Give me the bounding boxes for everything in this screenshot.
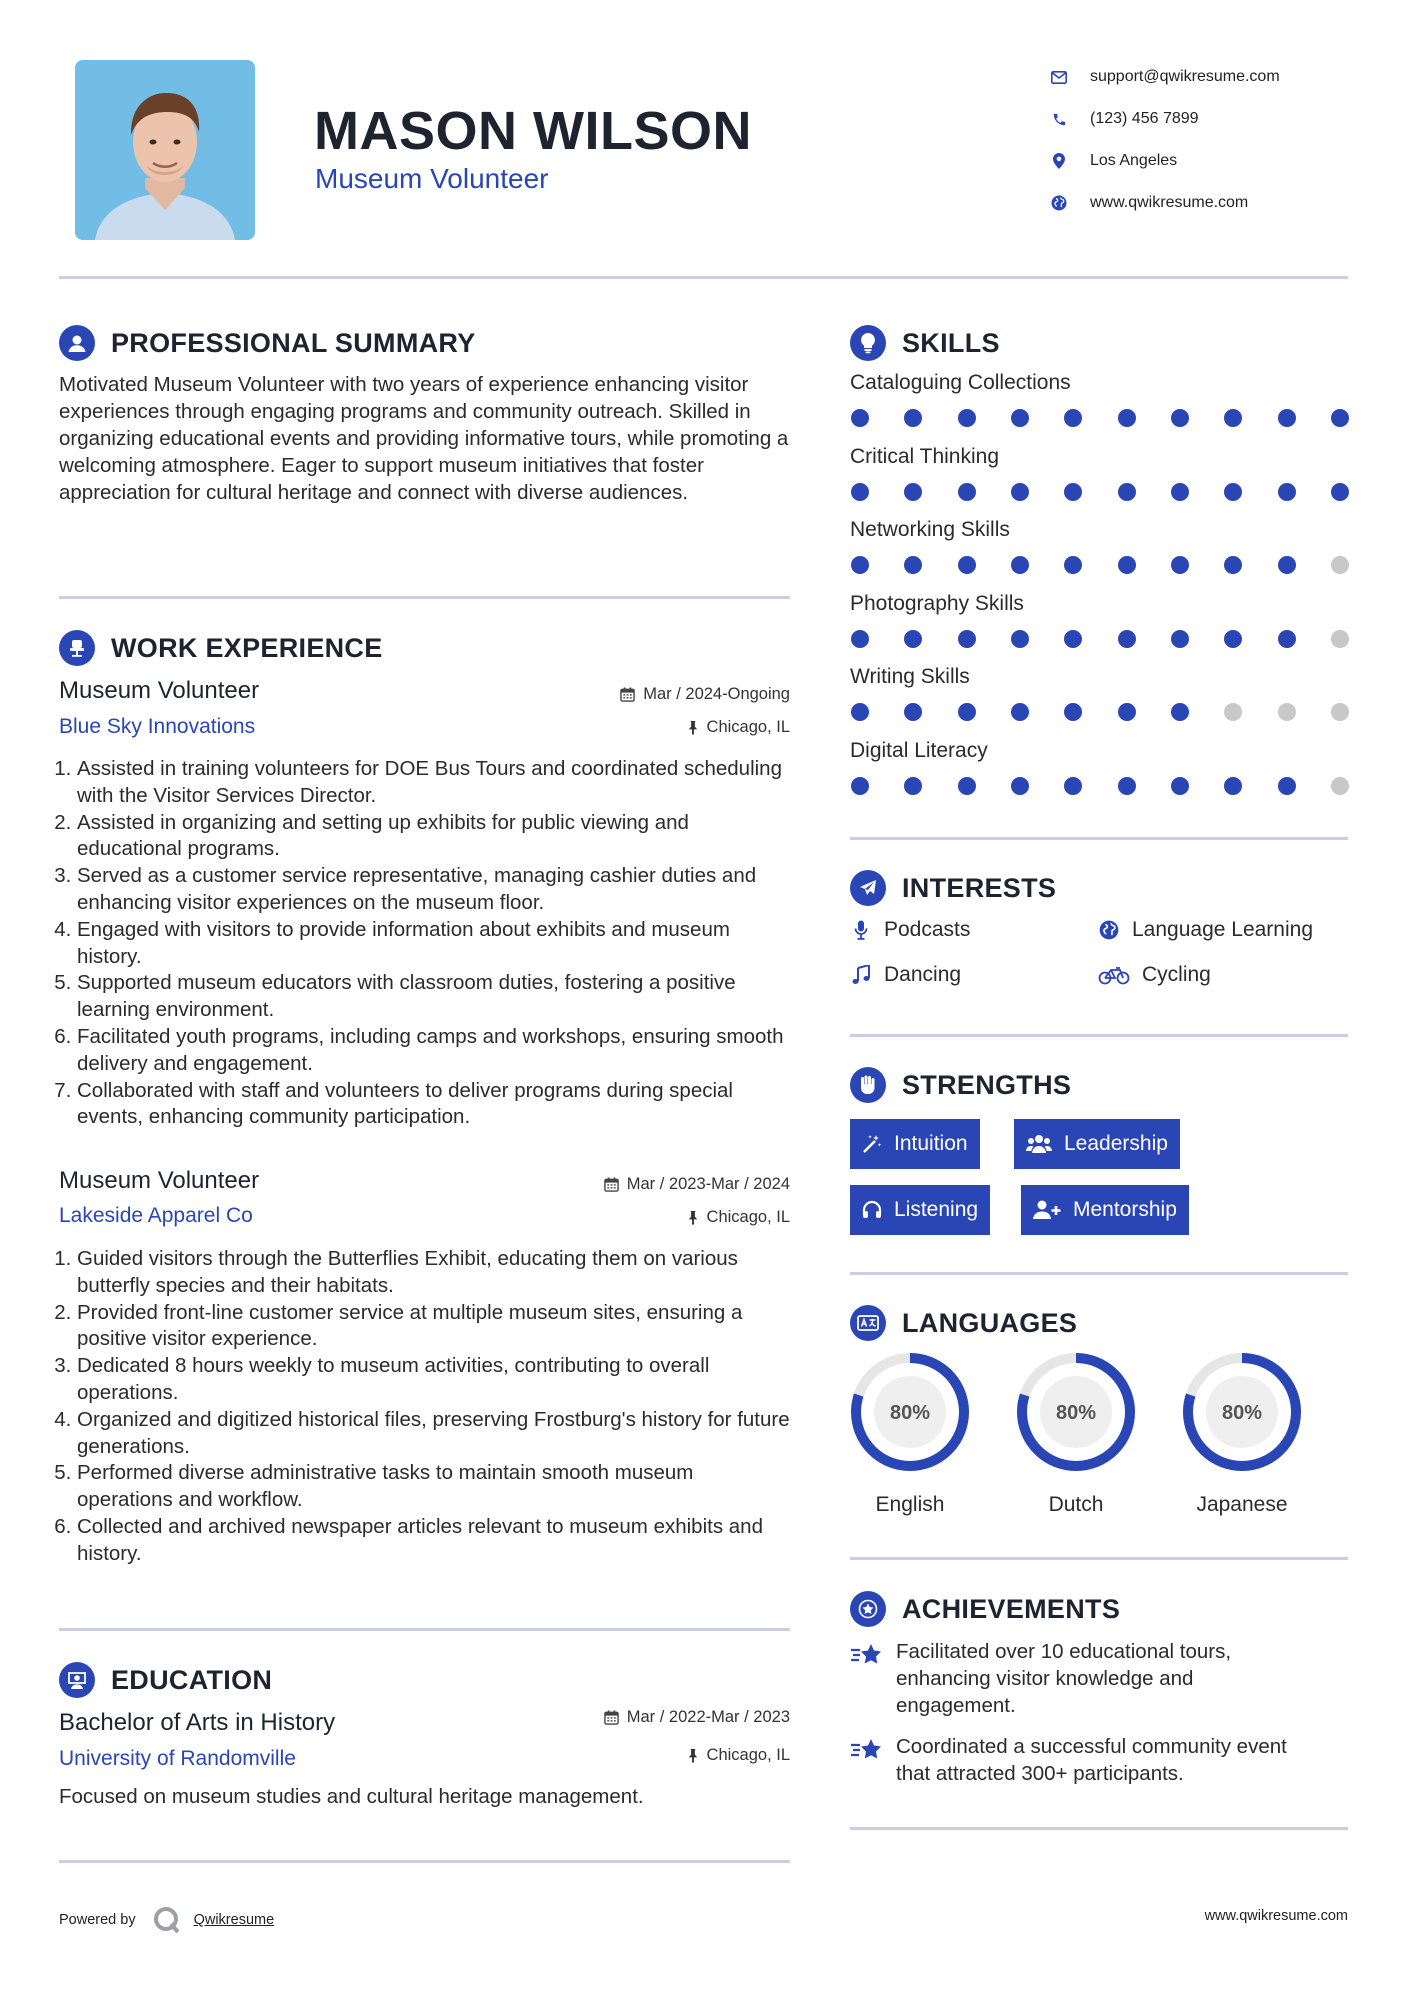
phone-text: (123) 456 7899 [1090,110,1199,127]
skill-rating [851,556,1349,574]
strength-label: Listening [894,1198,979,1221]
skill-dot-filled [1118,556,1136,574]
job-2-date-text: Mar / 2023-Mar / 2024 [626,1175,790,1193]
job-1-title: Museum Volunteer [59,677,260,704]
strength-label: Mentorship [1073,1198,1177,1221]
experience-header [59,630,383,666]
pushpin-icon [687,1748,699,1763]
language-percent: 80% [1055,1402,1097,1424]
skill-dot-filled [851,777,869,795]
header-divider [59,276,1348,279]
skill-dot-filled [1011,409,1029,427]
footer-powered-by [59,1905,274,1935]
achievement-text: Coordinated a successful community event that attracted 300+ participants. [896,1735,1287,1785]
skill-dot-filled [1118,409,1136,427]
job-1-date-text: Mar / 2024-Ongoing [643,685,790,703]
map-pin-icon [1050,152,1068,170]
job-1-date [480,685,790,704]
summary-divider [59,596,790,599]
skill-dot-filled [1171,483,1189,501]
skill-dot-filled [904,777,922,795]
powered-by-text: Powered by [59,1912,136,1928]
language-progress-ring [1014,1350,1138,1474]
skill-dot-filled [1064,703,1082,721]
skill-name: Cataloguing Collections [850,371,1071,394]
calendar-icon [604,1710,619,1725]
skill-dot-empty [1331,630,1349,648]
skill-dot-filled [1224,409,1242,427]
skill-dot-filled [1278,777,1296,795]
strengths-header [850,1067,1071,1103]
skill-rating [851,630,1349,648]
interest-label: Podcasts [884,918,971,941]
user-plus-icon [1033,1200,1061,1220]
skill-dot-empty [1224,703,1242,721]
skill-dot-filled [1064,630,1082,648]
skill-dot-filled [1224,556,1242,574]
interest-dancing [850,963,961,987]
language-item [1014,1350,1138,1517]
language-name: Japanese [1196,1493,1288,1516]
skill-dot-filled [1171,630,1189,648]
languages-header [850,1305,1077,1341]
skill-dot-filled [1118,703,1136,721]
strength-listening [850,1185,990,1235]
summary-header [59,325,476,361]
skill-dot-filled [958,483,976,501]
skill-dot-filled [851,630,869,648]
job-2-date [480,1175,790,1194]
job-2-duty-2: 2. Provided front-line customer service at multiple museum sites, ensuring a positive visitor experience. [77,1300,794,1354]
skill-dot-filled [1011,483,1029,501]
interest-cycling [1098,963,1211,987]
language-card-icon [850,1305,886,1341]
strengths-divider [850,1272,1348,1275]
globe-icon [1050,194,1068,212]
pushpin-icon [687,720,699,735]
skill-dot-filled [1331,409,1349,427]
experience-divider [59,1628,790,1631]
skill-dot-empty [1331,777,1349,795]
skill-dot-filled [1064,556,1082,574]
interest-label: Dancing [884,963,962,986]
job-2-duty-3: 3. Dedicated 8 hours weekly to museum activities, contributing to overall operations. [77,1353,794,1407]
paper-plane-icon [850,870,886,906]
job-1-location [480,718,790,737]
lightbulb-icon [850,325,886,361]
email-text: support@qwikresume.com [1090,68,1280,85]
job-2-duty-5: 5. Performed diverse administrative tasks to maintain smooth museum operations and workflow. [77,1460,794,1514]
skill-dot-empty [1331,703,1349,721]
skill-dot-filled [1011,777,1029,795]
skill-rating [851,409,1349,427]
qwikresume-link[interactable]: Qwikresume [193,1912,275,1928]
interest-label: Cycling [1142,963,1211,986]
envelope-icon [1050,68,1068,86]
skills-header [850,325,1000,361]
education-date [480,1708,790,1727]
interests-header [850,870,1056,906]
skill-dot-filled [1278,556,1296,574]
skill-dot-empty [1278,703,1296,721]
languages-divider [850,1557,1348,1560]
skill-dot-filled [1171,703,1189,721]
summary-title: PROFESSIONAL SUMMARY [111,327,476,358]
strength-mentorship [1021,1185,1189,1235]
skill-name: Writing Skills [850,665,970,688]
strength-leadership [1014,1119,1180,1169]
skill-dot-filled [1278,483,1296,501]
language-progress-ring [848,1350,972,1474]
raised-fist-icon [850,1067,886,1103]
interests-divider [850,1034,1348,1037]
language-name: Dutch [1048,1493,1104,1516]
magic-wand-icon [862,1134,882,1154]
calendar-icon [620,687,635,702]
languages-title: LANGUAGES [902,1307,1078,1338]
skill-dot-filled [904,556,922,574]
job-2-duty-4: 4. Organized and digitized historical files, preserving Frostburg's history for future generations. [77,1407,794,1461]
shooting-star-icon [850,1733,884,1768]
skill-dot-filled [958,777,976,795]
skill-dot-filled [1011,556,1029,574]
education-description: Focused on museum studies and cultural heritage management. [59,1785,644,1808]
briefcase-chair-icon [59,630,95,666]
education-header [59,1662,272,1698]
headphones-icon [862,1200,882,1220]
contact-phone[interactable] [1050,98,1380,140]
skill-dot-filled [851,703,869,721]
achievement-item-2 [850,1733,1348,1787]
skill-rating [851,777,1349,795]
skill-dot-filled [1171,777,1189,795]
job-1-duty-3: 3. Served as a customer service representative, managing cashier duties and enhancing visitor experiences on the museum floor. [77,863,794,917]
job-1-duties [59,756,794,1131]
strength-label: Leadership [1064,1132,1168,1155]
skill-rating [851,483,1349,501]
language-item [1180,1350,1304,1517]
skills-title: SKILLS [902,327,1000,358]
skill-dot-filled [904,409,922,427]
job-2-duties [59,1246,794,1568]
skill-dot-filled [958,556,976,574]
job-1-duty-1: 1. Assisted in training volunteers for DOE Bus Tours and coordinated scheduling with the Visitor Services Director. [77,756,794,810]
skill-dot-filled [1064,483,1082,501]
pushpin-icon [687,1210,699,1225]
skill-dot-filled [1118,777,1136,795]
achievement-item-1 [850,1638,1348,1719]
candidate-name: MASON WILSON [314,101,752,161]
skill-dot-filled [1064,409,1082,427]
user-icon [59,325,95,361]
skill-dot-filled [1171,556,1189,574]
job-2-location-text: Chicago, IL [706,1208,790,1226]
skill-dot-filled [904,630,922,648]
star-badge-icon [850,1591,886,1627]
strength-label: Intuition [894,1132,968,1155]
language-percent: 80% [1221,1402,1263,1424]
job-1-duty-4: 4. Engaged with visitors to provide information about exhibits and museum history. [77,917,794,971]
phone-icon [1050,110,1068,128]
skills-divider [850,837,1348,840]
interests-title: INTERESTS [902,872,1057,903]
interest-label: Language Learning [1132,918,1314,941]
skill-dot-filled [1224,630,1242,648]
job-2-location [480,1208,790,1227]
job-1-location-text: Chicago, IL [706,718,790,736]
skill-dot-filled [851,556,869,574]
skill-dot-filled [1224,483,1242,501]
skill-dot-filled [851,409,869,427]
strength-intuition [850,1119,980,1169]
skill-name: Critical Thinking [850,444,999,468]
achievements-divider [850,1827,1348,1830]
profile-photo [75,60,255,240]
skill-dot-filled [1011,703,1029,721]
skill-dot-filled [958,630,976,648]
education-title: EDUCATION [111,1664,273,1695]
bicycle-icon [1098,964,1130,986]
education-location-text: Chicago, IL [706,1746,790,1764]
skill-dot-filled [904,483,922,501]
contact-email[interactable] [1050,56,1380,98]
skill-dot-filled [1224,777,1242,795]
job-1-duty-2: 2. Assisted in organizing and setting up exhibits for public viewing and educational programs. [77,810,794,864]
calendar-icon [604,1177,619,1192]
users-icon [1026,1134,1052,1154]
job-2-duty-1: 1. Guided visitors through the Butterflies Exhibit, educating them on various butterfly species and their habitats. [77,1246,794,1300]
skill-name: Networking Skills [850,518,1010,541]
education-school: University of Randomville [59,1747,296,1770]
skill-dot-filled [851,483,869,501]
skill-dot-filled [1331,483,1349,501]
achievements-title: ACHIEVEMENTS [902,1593,1121,1624]
strengths-title: STRENGTHS [902,1069,1072,1100]
qwikresume-logo-icon [152,1905,182,1935]
skill-dot-filled [1064,777,1082,795]
skill-dot-filled [1011,630,1029,648]
language-percent: 80% [889,1402,931,1424]
job-2-title: Museum Volunteer [59,1167,260,1194]
footer-website[interactable]: www.qwikresume.com [1204,1908,1348,1924]
candidate-role: Museum Volunteer [315,163,549,194]
graduate-icon [59,1662,95,1698]
language-progress-ring [1180,1350,1304,1474]
interest-language-learning [1098,918,1313,942]
microphone-icon [850,919,872,941]
music-icon [850,964,872,986]
education-date-text: Mar / 2022-Mar / 2023 [626,1708,790,1726]
skill-dot-filled [1118,630,1136,648]
skill-rating [851,703,1349,721]
skill-name: Digital Literacy [850,738,988,762]
shooting-star-icon [850,1638,884,1673]
skill-dot-filled [1171,409,1189,427]
language-item [848,1350,972,1517]
job-2-company: Lakeside Apparel Co [59,1204,253,1227]
contact-location [1050,140,1380,182]
location-text: Los Angeles [1090,152,1178,169]
skill-dot-filled [1278,630,1296,648]
website-text: www.qwikresume.com [1090,194,1249,211]
skill-name: Photography Skills [850,591,1024,615]
job-1-duty-6: 6. Facilitated youth programs, including camps and workshops, ensuring smooth delivery and engagement. [77,1024,794,1078]
globe-icon [1098,919,1120,941]
contact-website[interactable] [1050,182,1380,224]
job-2-duty-6: 6. Collected and archived newspaper articles relevant to museum exhibits and history. [77,1514,794,1568]
interest-podcasts [850,918,970,942]
job-1-company: Blue Sky Innovations [59,715,256,738]
job-1-duty-7: 7. Collaborated with staff and volunteers to deliver programs during special events, enhancing community participation. [77,1078,794,1132]
job-1-duty-5: 5. Supported museum educators with classroom duties, fostering a positive learning environment. [77,970,794,1024]
skill-dot-filled [904,703,922,721]
contact-block [1050,56,1380,224]
education-divider [59,1860,790,1863]
education-location [480,1746,790,1765]
summary-text: Motivated Museum Volunteer with two years of experience enhancing visitor experiences through engaging programs and community outreach. Skilled in organizing educational events and providing informative tours, while promoting a welcoming atmosphere. Eager to support museum initiatives that foster appreciation for cultural heritage and connect with diverse audiences. [59,373,789,504]
education-degree: Bachelor of Arts in History [59,1709,336,1736]
skill-dot-filled [958,703,976,721]
achievements-header [850,1591,1120,1627]
achievement-text: Facilitated over 10 educational tours, enhancing visitor knowledge and engagement. [896,1640,1232,1717]
skill-dot-filled [1278,409,1296,427]
skill-dot-filled [958,409,976,427]
language-name: English [875,1493,945,1516]
experience-title: WORK EXPERIENCE [111,632,383,663]
skill-dot-filled [1118,483,1136,501]
skill-dot-empty [1331,556,1349,574]
